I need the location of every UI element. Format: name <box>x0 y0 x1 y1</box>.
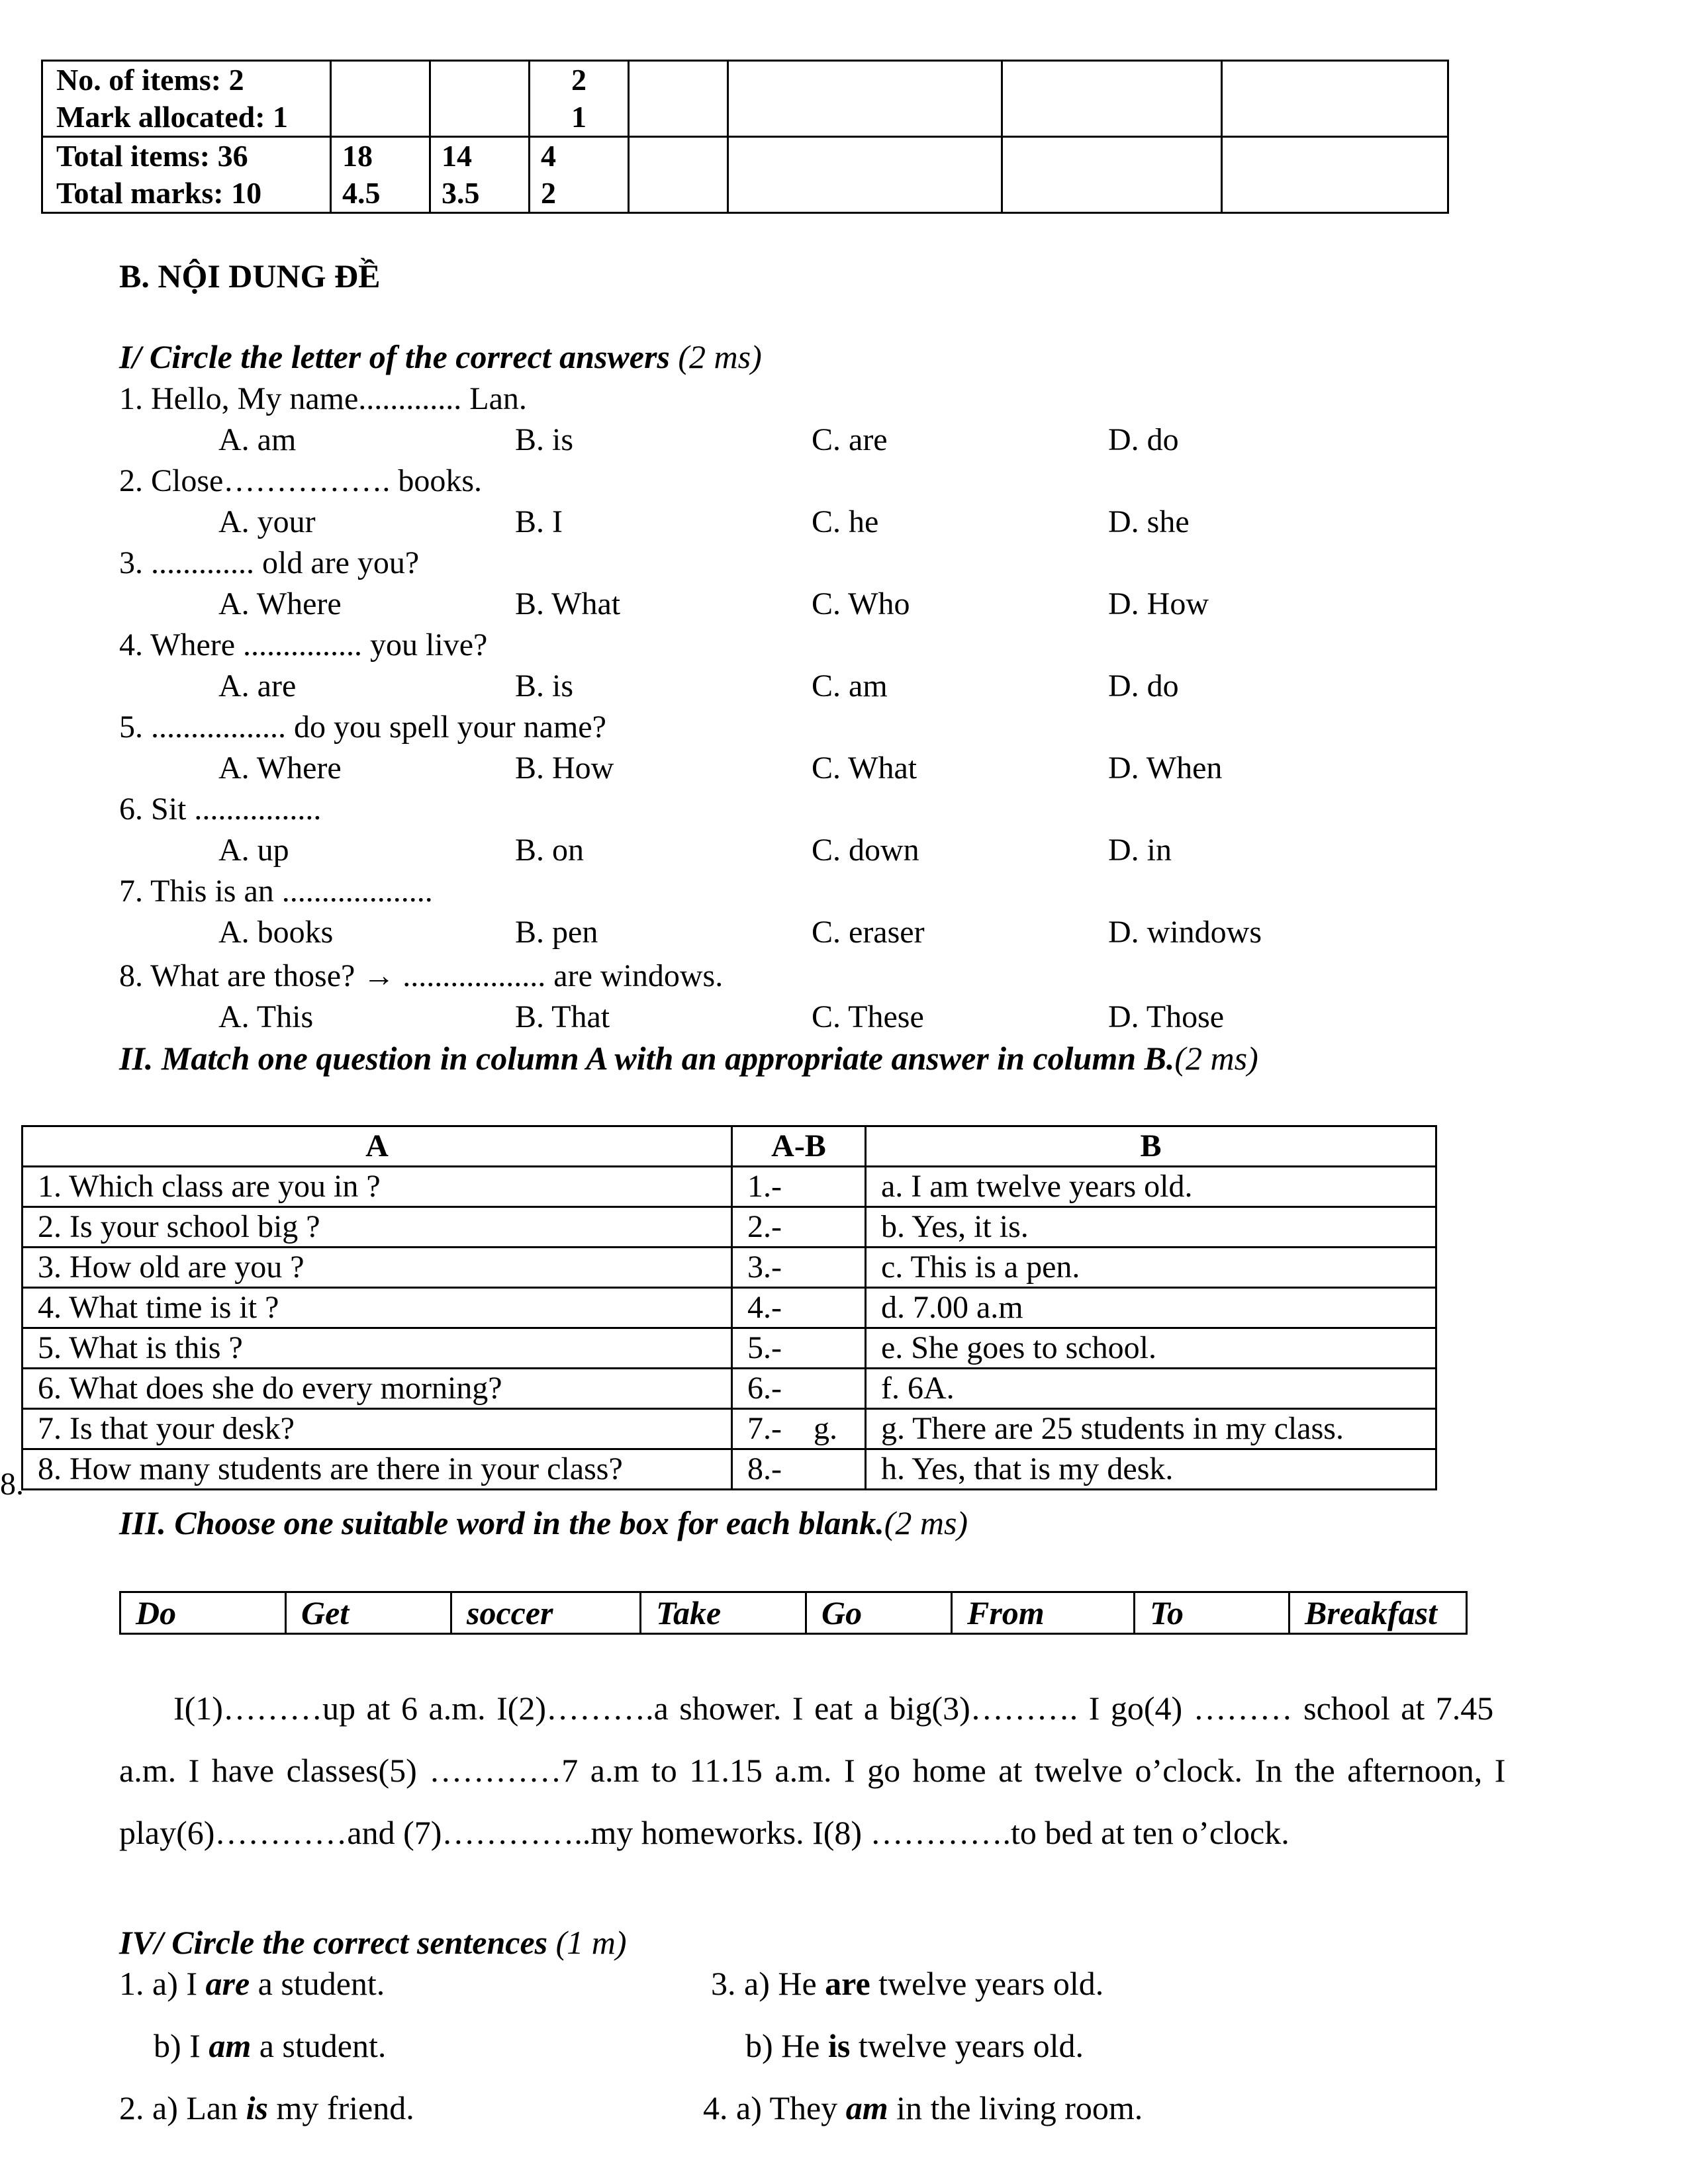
question-cell: 7. Is that your desk? <box>23 1409 732 1449</box>
option-b[interactable]: B. is <box>515 668 574 704</box>
answer-cell: g. There are 25 students in my class. <box>866 1409 1436 1449</box>
word-option: To <box>1135 1592 1289 1634</box>
option-d[interactable]: D. When <box>1108 751 1223 786</box>
question-cell: 3. How old are you ? <box>23 1248 732 1288</box>
option-a[interactable]: A. are <box>218 668 297 704</box>
question-text: 4. Where ............... you live? <box>119 627 488 662</box>
table-cell <box>728 61 1002 137</box>
question-text: 1. Hello, My name............. Lan. <box>119 381 527 416</box>
table-row <box>23 1248 1436 1288</box>
section-2-title: II. Match one question in column A with an appropriate answer in column B.(2 ms) <box>119 1040 1258 1077</box>
answer-cell: c. This is a pen. <box>866 1248 1436 1288</box>
table-cell <box>1002 61 1222 137</box>
sentence-option[interactable]: 4. a) They am in the living room. <box>703 2089 1143 2126</box>
table-cell: 4 2 <box>530 137 629 213</box>
answer-cell: e. She goes to school. <box>866 1328 1436 1369</box>
table-row <box>23 1449 1436 1490</box>
word-option: From <box>952 1592 1135 1634</box>
question-text: 6. Sit ................ <box>119 792 322 827</box>
question-cell: 5. What is this ? <box>23 1328 732 1369</box>
matching-table <box>21 1125 1437 1490</box>
question-text: 8. What are those? → .................. are windows. <box>119 958 724 993</box>
word-option: Go <box>806 1592 952 1634</box>
option-b[interactable]: B. How <box>515 751 614 786</box>
word-option: Get <box>286 1592 451 1634</box>
word-option: Breakfast <box>1289 1592 1467 1634</box>
sentence-option[interactable]: 2. a) Lan is my friend. <box>119 2089 414 2126</box>
option-c[interactable]: C. What <box>812 751 917 786</box>
option-c[interactable]: C. These <box>812 999 924 1034</box>
table-cell <box>1222 61 1448 137</box>
match-cell[interactable]: 5.- <box>732 1328 866 1369</box>
paragraph-line: play(6)…………and (7)…………..my homeworks. I(8) ………….to bed at ten o’clock. <box>119 1814 1289 1851</box>
word-option: soccer <box>451 1592 641 1634</box>
question-cell: 4. What time is it ? <box>23 1288 732 1328</box>
row-label: No. of items: 2 Mark allocated: 1 <box>42 61 331 137</box>
option-c[interactable]: C. Who <box>812 586 910 621</box>
option-d[interactable]: D. How <box>1108 586 1209 621</box>
section-4-title: IV/ Circle the correct sentences (1 m) <box>119 1924 627 1961</box>
question-cell: 8. How many students are there in your class? <box>23 1449 732 1490</box>
answer-cell: b. Yes, it is. <box>866 1207 1436 1248</box>
question-text: 2. Close……………. books. <box>119 463 483 498</box>
table-row <box>23 1328 1436 1369</box>
sentence-option[interactable]: b) I am a student. <box>154 2027 387 2064</box>
table-cell <box>629 137 728 213</box>
stray-mark: 8. <box>0 1467 24 1502</box>
option-a[interactable]: A. This <box>218 999 314 1034</box>
table-row <box>42 137 1448 213</box>
marks-summary-table <box>41 60 1449 214</box>
section-3-title: III. Choose one suitable word in the box for each blank.(2 ms) <box>119 1504 968 1541</box>
option-a[interactable]: A. your <box>218 504 316 539</box>
match-cell[interactable]: 1.- <box>732 1167 866 1207</box>
option-d[interactable]: D. she <box>1108 504 1190 539</box>
option-a[interactable]: A. books <box>218 915 334 950</box>
option-b[interactable]: B. on <box>515 833 585 868</box>
table-cell: 14 3.5 <box>430 137 530 213</box>
answer-cell: a. I am twelve years old. <box>866 1167 1436 1207</box>
table-row <box>23 1207 1436 1248</box>
option-a[interactable]: A. am <box>218 422 297 457</box>
option-b[interactable]: B. is <box>515 422 574 457</box>
column-header-b: B <box>866 1126 1436 1167</box>
table-row <box>23 1369 1436 1409</box>
word-box-row <box>120 1592 1467 1634</box>
match-cell[interactable]: 3.- <box>732 1248 866 1288</box>
sentence-option[interactable]: b) He is twelve years old. <box>745 2027 1084 2064</box>
option-b[interactable]: B. That <box>515 999 610 1034</box>
match-cell[interactable]: 8.- <box>732 1449 866 1490</box>
word-box <box>119 1591 1468 1635</box>
option-d[interactable]: D. do <box>1108 668 1179 704</box>
section-1-title: I/ Circle the letter of the correct answers (2 ms) <box>119 338 762 375</box>
table-row <box>23 1167 1436 1207</box>
option-a[interactable]: A. up <box>218 833 289 868</box>
match-cell[interactable]: 4.- <box>732 1288 866 1328</box>
sentence-option[interactable]: 1. a) I are a student. <box>119 1965 385 2002</box>
option-d[interactable]: D. windows <box>1108 915 1262 950</box>
table-header-row <box>23 1126 1436 1167</box>
word-option: Do <box>120 1592 286 1634</box>
table-row <box>23 1288 1436 1328</box>
question-text: 3. ............. old are you? <box>119 545 420 580</box>
answer-cell: h. Yes, that is my desk. <box>866 1449 1436 1490</box>
option-c[interactable]: C. he <box>812 504 879 539</box>
row-label: Total items: 36 Total marks: 10 <box>42 137 331 213</box>
question-cell: 2. Is your school big ? <box>23 1207 732 1248</box>
word-option: Take <box>641 1592 806 1634</box>
option-b[interactable]: B. pen <box>515 915 598 950</box>
question-text: 7. This is an ................... <box>119 874 433 909</box>
match-cell[interactable]: 6.- <box>732 1369 866 1409</box>
option-a[interactable]: A. Where <box>218 586 342 621</box>
option-d[interactable]: D. do <box>1108 422 1179 457</box>
question-cell: 6. What does she do every morning? <box>23 1369 732 1409</box>
table-row <box>42 61 1448 137</box>
option-c[interactable]: C. down <box>812 833 919 868</box>
paragraph-line: a.m. I have classes(5) …………7 a.m to 11.15 a.m. I go home at twelve o’clock. In the afternoon, I <box>119 1752 1506 1789</box>
option-b[interactable]: B. What <box>515 586 621 621</box>
page-heading: B. NỘI DUNG ĐỀ <box>119 257 381 295</box>
table-cell <box>1222 137 1448 213</box>
table-cell: 2 1 <box>530 61 629 137</box>
sentence-option[interactable]: 3. a) He are twelve years old. <box>711 1965 1104 2002</box>
column-header-a: A <box>23 1126 732 1167</box>
option-d[interactable]: D. Those <box>1108 999 1225 1034</box>
option-a[interactable]: A. Where <box>218 751 342 786</box>
table-cell <box>1002 137 1222 213</box>
option-b[interactable]: B. I <box>515 504 563 539</box>
question-cell: 1. Which class are you in ? <box>23 1167 732 1207</box>
answer-cell: d. 7.00 a.m <box>866 1288 1436 1328</box>
answer-cell: f. 6A. <box>866 1369 1436 1409</box>
question-text: 5. ................. do you spell your name? <box>119 709 606 745</box>
table-cell <box>430 61 530 137</box>
option-c[interactable]: C. eraser <box>812 915 925 950</box>
table-row <box>23 1409 1436 1449</box>
option-d[interactable]: D. in <box>1108 833 1172 868</box>
column-header-ab: A-B <box>732 1126 866 1167</box>
table-cell <box>728 137 1002 213</box>
option-c[interactable]: C. am <box>812 668 888 704</box>
paragraph-line: I(1)………up at 6 a.m. I(2)……….a shower. I eat a big(3)………. I go(4) ……… school at 7.45 <box>173 1690 1494 1727</box>
match-cell[interactable]: 2.- <box>732 1207 866 1248</box>
table-cell <box>331 61 430 137</box>
option-c[interactable]: C. are <box>812 422 888 457</box>
table-cell: 18 4.5 <box>331 137 430 213</box>
table-cell <box>629 61 728 137</box>
match-cell[interactable]: 7.- g. <box>732 1409 866 1449</box>
